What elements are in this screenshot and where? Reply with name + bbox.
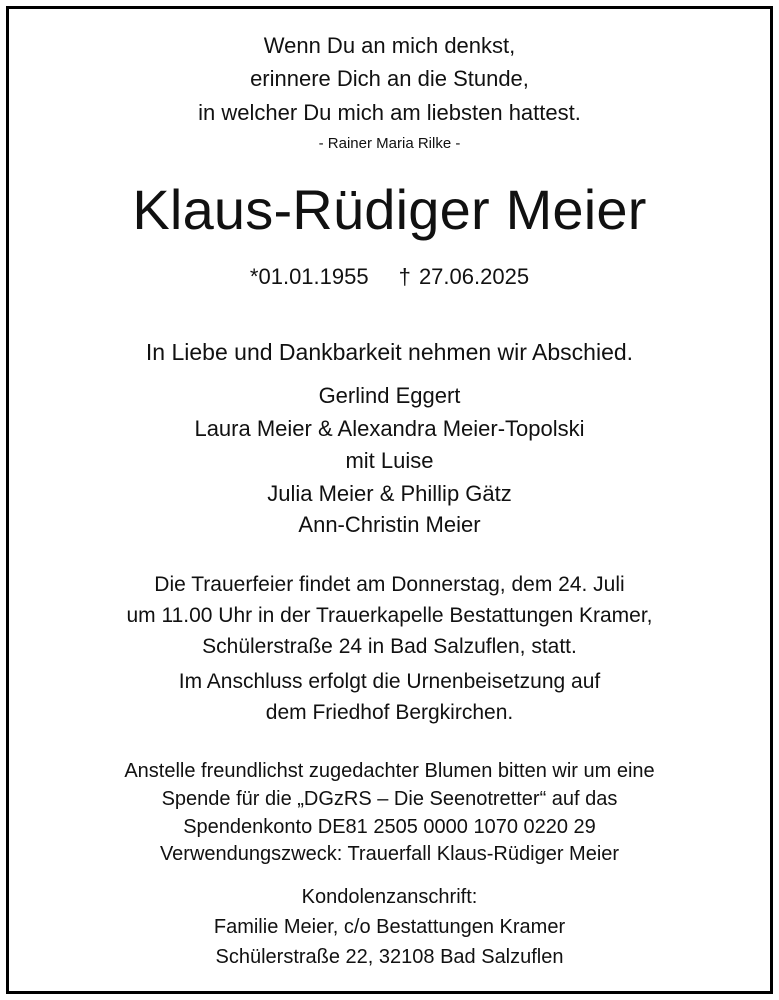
service-line: Schülerstraße 24 in Bad Salzuflen, statt. — [202, 635, 577, 658]
service-line: Die Trauerfeier findet am Donnerstag, dem 24. Juli — [154, 573, 625, 596]
life-dates — [0, 264, 779, 289]
mourner-line: Gerlind Eggert — [318, 383, 461, 408]
quote-line: in welcher Du mich am liebsten hattest. — [198, 100, 581, 125]
condolence-line: Familie Meier, c/o Bestattungen Kramer — [213, 916, 566, 938]
burial-line: dem Friedhof Bergkirchen. — [265, 701, 514, 724]
donation-line: Spende für die „DGzRS – Die Seenotretter“ auf das — [161, 788, 618, 810]
mourner-line: mit Luise — [345, 448, 434, 473]
condolence-heading: Kondolenzanschrift: — [301, 886, 478, 908]
condolence-line: Schülerstraße 22, 32108 Bad Salzuflen — [215, 946, 564, 968]
deceased-name: Klaus-Rüdiger Meier — [132, 178, 647, 241]
service-line: um 11.00 Uhr in der Trauerkapelle Bestattungen Kramer, — [126, 604, 653, 627]
farewell-text: In Liebe und Dankbarkeit nehmen wir Abschied. — [145, 339, 634, 365]
donation-line: Anstelle freundlichst zugedachter Blumen bitten wir um eine — [124, 760, 655, 782]
quote-author: - Rainer Maria Rilke - — [318, 135, 461, 152]
birth-date: *01.01.1955 — [249, 264, 369, 289]
donation-line: Verwendungszweck: Trauerfall Klaus-Rüdiger Meier — [159, 843, 620, 865]
quote-line: erinnere Dich an die Stunde, — [250, 66, 529, 91]
mourner-line: Ann-Christin Meier — [298, 512, 481, 537]
mourner-line: Julia Meier & Phillip Gätz — [267, 481, 512, 506]
mourner-line: Laura Meier & Alexandra Meier-Topolski — [194, 416, 585, 441]
death-date: † 27.06.2025 — [398, 264, 530, 289]
donation-line: Spendenkonto DE81 2505 0000 1070 0220 29 — [183, 816, 596, 838]
quote-line: Wenn Du an mich denkst, — [263, 33, 516, 58]
burial-line: Im Anschluss erfolgt die Urnenbeisetzung auf — [178, 670, 601, 693]
